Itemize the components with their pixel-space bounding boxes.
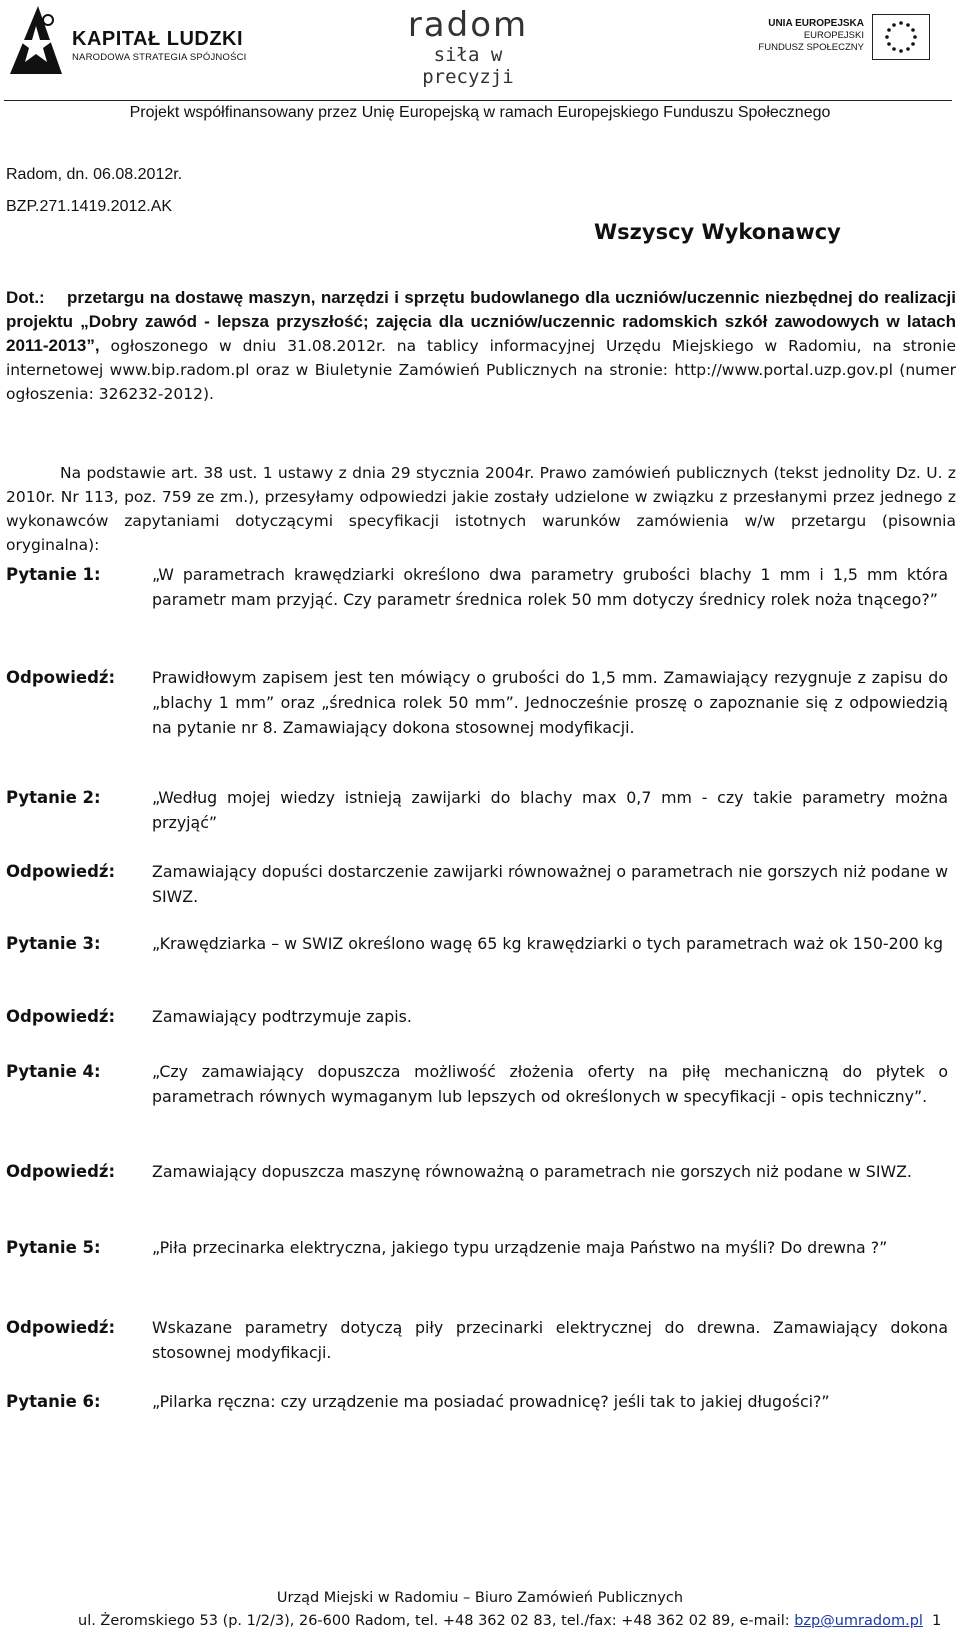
qa-text: Prawidłowym zapisem jest ten mówiący o grubości do 1,5 mm. Zamawiający rezygnuje z zapisu do „blachy 1 mm” oraz „średnica rolek 50 mm”. Jednocześnie proszę o zapoznanie się z odpowiedzią na pytanie nr 8. Zamawiający dokona stosownej modyfikacji. <box>152 668 948 737</box>
footer-email-link[interactable]: bzp@umradom.pl <box>794 1613 923 1629</box>
footer-address-text: ul. Żeromskiego 53 (p. 1/2/3), 26-600 Radom, tel. +48 362 02 83, tel./fax: +48 362 02 89, e-mail: <box>78 1613 790 1629</box>
eu-flag-icon <box>872 14 930 60</box>
qa-text: „Według mojej wiedzy istnieją zawijarki do blachy max 0,7 mm - czy takie parametry można przyjąć” <box>152 788 948 832</box>
eu-logo <box>748 14 938 64</box>
qa-text: „W parametrach krawędziarki określono dwa parametry grubości blachy 1 mm i 1,5 mm która parametr mam przyjąć. Czy parametr średnica rolek 50 mm dotyczy średnicy rolek noża tnącego?” <box>152 565 948 609</box>
qa-text: Zamawiający dopuszcza maszynę równoważną o parametrach nie gorszych niż podane w SIWZ. <box>152 1162 912 1181</box>
kapital-ludzki-subtitle: NARODOWA STRATEGIA SPÓJNOŚCI <box>72 52 247 63</box>
radom-logo-name: radom <box>407 5 529 45</box>
qa-text: „Piła przecinarka elektryczna, jakiego typu urządzenie maja Państwo na myśli? Do drewna ?” <box>152 1238 888 1257</box>
cofinancing-note: Projekt współfinansowany przez Unię Europejską w ramach Europejskiego Funduszu Społecznego <box>129 104 831 121</box>
page-number: 1 <box>932 1613 942 1629</box>
qa-label: Odpowiedź: <box>6 1007 116 1026</box>
qa-label: Odpowiedź: <box>6 1162 116 1181</box>
header-divider <box>4 100 952 101</box>
footer-address <box>78 1611 923 1631</box>
qa-label: Pytanie 4: <box>6 1062 101 1081</box>
intro-paragraph: Na podstawie art. 38 ust. 1 ustawy z dnia 29 stycznia 2004r. Prawo zamówień publicznych (tekst jednolity Dz. U. z 2010r. Nr 113, poz. 759 ze zm.), przesyłamy odpowiedzi jakie zostały udzielone w związku z przesłanymi przez jednego z wykonawców zapytaniami dotyczącymi specyfikacji istotnych warunków zamówienia w/w przetargu (pisownia oryginalna): <box>6 464 956 554</box>
qa-label: Pytanie 1: <box>6 565 101 584</box>
qa-label: Pytanie 5: <box>6 1238 101 1257</box>
qa-text: Wskazane parametry dotyczą piły przecinarki elektrycznej do drewna. Zamawiający dokona stosownej modyfikacji. <box>152 1318 948 1362</box>
letter-date: Radom, dn. 06.08.2012r. <box>6 166 183 183</box>
qa-text: Zamawiający podtrzymuje zapis. <box>152 1007 412 1026</box>
qa-label: Odpowiedź: <box>6 862 116 881</box>
subject-paragraph <box>6 286 956 406</box>
eu-logo-line2: EUROPEJSKI <box>803 30 864 41</box>
qa-label: Odpowiedź: <box>6 1318 116 1337</box>
subject-bold-text: przetargu na dostawę maszyn, narzędzi i sprzętu budowlanego dla uczniów/uczennic niezbędnej do realizacji projektu „Dobry zawód - lepsza przyszłość; zajęcia dla uczniów/uczennic radomskich szkół zawodowych w latach 2011-2013”, <box>6 288 956 355</box>
subject-label: Dot.: <box>6 288 45 307</box>
qa-text: „Czy zamawiający dopuszcza możliwość złożenia oferty na piłę mechaniczną do płytek o parametrach równych wymaganym lub lepszych od określonych w specyfikacji - opis techniczny”. <box>152 1062 948 1106</box>
qa-label: Odpowiedź: <box>6 668 116 687</box>
kapital-ludzki-logo <box>8 4 247 80</box>
subject-rest: ogłoszonego w dniu 31.08.2012r. na tablicy informacyjnej Urzędu Miejskiego w Radomiu, na stronie internetowej www.bip.radom.pl oraz w Biuletynie Zamówień Publicznych na stronie: http://www.portal.uzp.gov.pl (numer ogłoszenia: 326232-2012). <box>6 337 956 403</box>
radom-logo-tagline: siła w precyzji <box>422 44 514 88</box>
letter-reference: BZP.271.1419.2012.AK <box>6 198 173 215</box>
kapital-ludzki-emblem-icon <box>8 4 64 76</box>
qa-label: Pytanie 6: <box>6 1392 101 1411</box>
radom-logo <box>388 5 548 88</box>
qa-text: „Pilarka ręczna: czy urządzenie ma posiadać prowadnicę? jeśli tak to jakiej długości?” <box>152 1392 830 1411</box>
qa-label: Pytanie 2: <box>6 788 101 807</box>
qa-text: „Krawędziarka – w SWIZ określono wagę 65 kg krawędziarki o tych parametrach waż ok 150-200 kg <box>152 934 943 953</box>
qa-text: Zamawiający dopuści dostarczenie zawijarki równoważnej o parametrach nie gorszych niż podane w SIWZ. <box>152 862 948 906</box>
kapital-ludzki-title: KAPITAŁ LUDZKI <box>72 28 244 50</box>
qa-label: Pytanie 3: <box>6 934 101 953</box>
letter-addressee: Wszyscy Wykonawcy <box>594 220 841 244</box>
eu-logo-line1: UNIA EUROPEJSKA <box>768 18 864 29</box>
eu-logo-line3: FUNDUSZ SPOŁECZNY <box>758 42 864 53</box>
footer-office: Urząd Miejski w Radomiu – Biuro Zamówień Publicznych <box>276 1590 684 1606</box>
eu-logo-text <box>758 18 864 54</box>
